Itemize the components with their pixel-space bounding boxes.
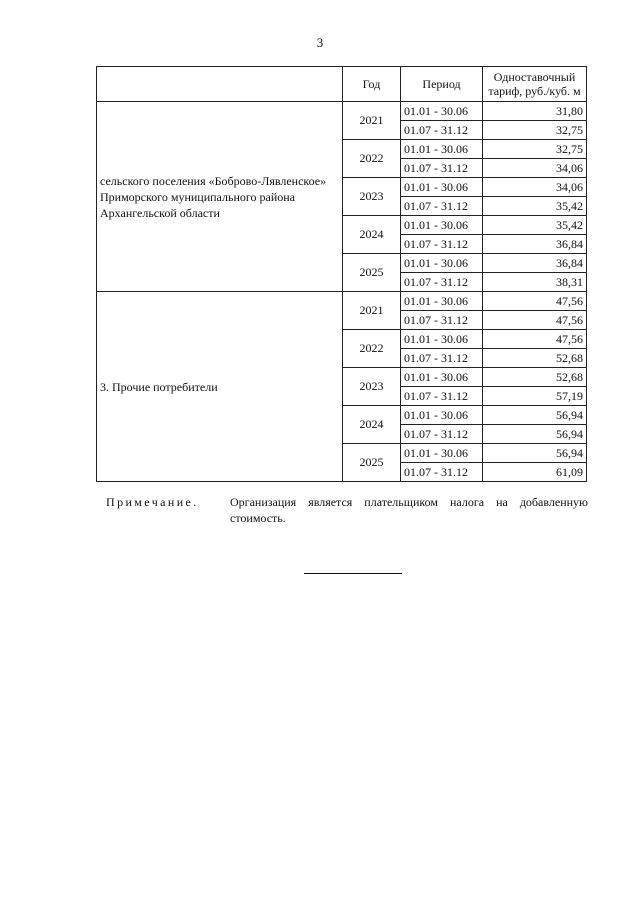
year-cell: 2023	[343, 178, 401, 216]
period-cell: 01.07 - 31.12	[401, 349, 483, 368]
consumer-cell: сельского поселения «Боброво-Лявленское» Приморского муниципального района Архангельской области	[97, 102, 343, 292]
period-cell: 01.07 - 31.12	[401, 197, 483, 216]
year-cell: 2025	[343, 444, 401, 482]
closing-divider	[304, 573, 402, 574]
tariff-cell: 35,42	[483, 216, 587, 235]
table-header-row	[97, 67, 587, 102]
page-number: 3	[316, 35, 324, 50]
year-cell: 2024	[343, 406, 401, 444]
tariff-cell: 36,84	[483, 254, 587, 273]
period-cell: 01.07 - 31.12	[401, 425, 483, 444]
tariff-cell: 36,84	[483, 235, 587, 254]
period-cell: 01.01 - 30.06	[401, 368, 483, 387]
period-cell: 01.07 - 31.12	[401, 463, 483, 482]
tariff-cell: 52,68	[483, 368, 587, 387]
tariff-cell: 47,56	[483, 311, 587, 330]
period-cell: 01.07 - 31.12	[401, 159, 483, 178]
period-cell: 01.01 - 30.06	[401, 140, 483, 159]
table-body	[97, 102, 587, 482]
year-cell: 2021	[343, 292, 401, 330]
header-period: Период	[401, 67, 483, 102]
period-cell: 01.07 - 31.12	[401, 387, 483, 406]
tariff-cell: 56,94	[483, 406, 587, 425]
year-cell: 2022	[343, 330, 401, 368]
tariff-cell: 34,06	[483, 178, 587, 197]
period-cell: 01.01 - 30.06	[401, 254, 483, 273]
tariff-cell: 32,75	[483, 121, 587, 140]
period-cell: 01.01 - 30.06	[401, 292, 483, 311]
tariff-cell: 61,09	[483, 463, 587, 482]
period-cell: 01.07 - 31.12	[401, 121, 483, 140]
table-row	[97, 292, 587, 311]
tariff-cell: 32,75	[483, 140, 587, 159]
period-cell: 01.07 - 31.12	[401, 273, 483, 292]
year-cell: 2022	[343, 140, 401, 178]
table-row	[97, 102, 587, 121]
year-cell: 2021	[343, 102, 401, 140]
period-cell: 01.01 - 30.06	[401, 216, 483, 235]
header-tariff: Одноставочный тариф, руб./куб. м	[483, 67, 587, 102]
consumer-cell: 3. Прочие потребители	[97, 292, 343, 482]
period-cell: 01.07 - 31.12	[401, 235, 483, 254]
tariff-cell: 56,94	[483, 425, 587, 444]
tariff-cell: 47,56	[483, 292, 587, 311]
year-cell: 2025	[343, 254, 401, 292]
period-cell: 01.01 - 30.06	[401, 406, 483, 425]
period-cell: 01.01 - 30.06	[401, 102, 483, 121]
tariff-cell: 47,56	[483, 330, 587, 349]
header-year: Год	[343, 67, 401, 102]
tariff-cell: 35,42	[483, 197, 587, 216]
tariff-cell: 57,19	[483, 387, 587, 406]
header-consumer	[97, 67, 343, 102]
year-cell: 2023	[343, 368, 401, 406]
tariff-cell: 38,31	[483, 273, 587, 292]
tariff-table	[96, 66, 587, 482]
tariff-cell: 31,80	[483, 102, 587, 121]
period-cell: 01.01 - 30.06	[401, 330, 483, 349]
tariff-cell: 52,68	[483, 349, 587, 368]
period-cell: 01.01 - 30.06	[401, 444, 483, 463]
tariff-cell: 34,06	[483, 159, 587, 178]
year-cell: 2024	[343, 216, 401, 254]
tariff-cell: 56,94	[483, 444, 587, 463]
note	[106, 494, 588, 526]
note-text: Организация является плательщиком налога на добавленную стоимость.	[230, 495, 588, 525]
period-cell: 01.01 - 30.06	[401, 178, 483, 197]
note-label: Примечание.	[106, 495, 199, 509]
period-cell: 01.07 - 31.12	[401, 311, 483, 330]
